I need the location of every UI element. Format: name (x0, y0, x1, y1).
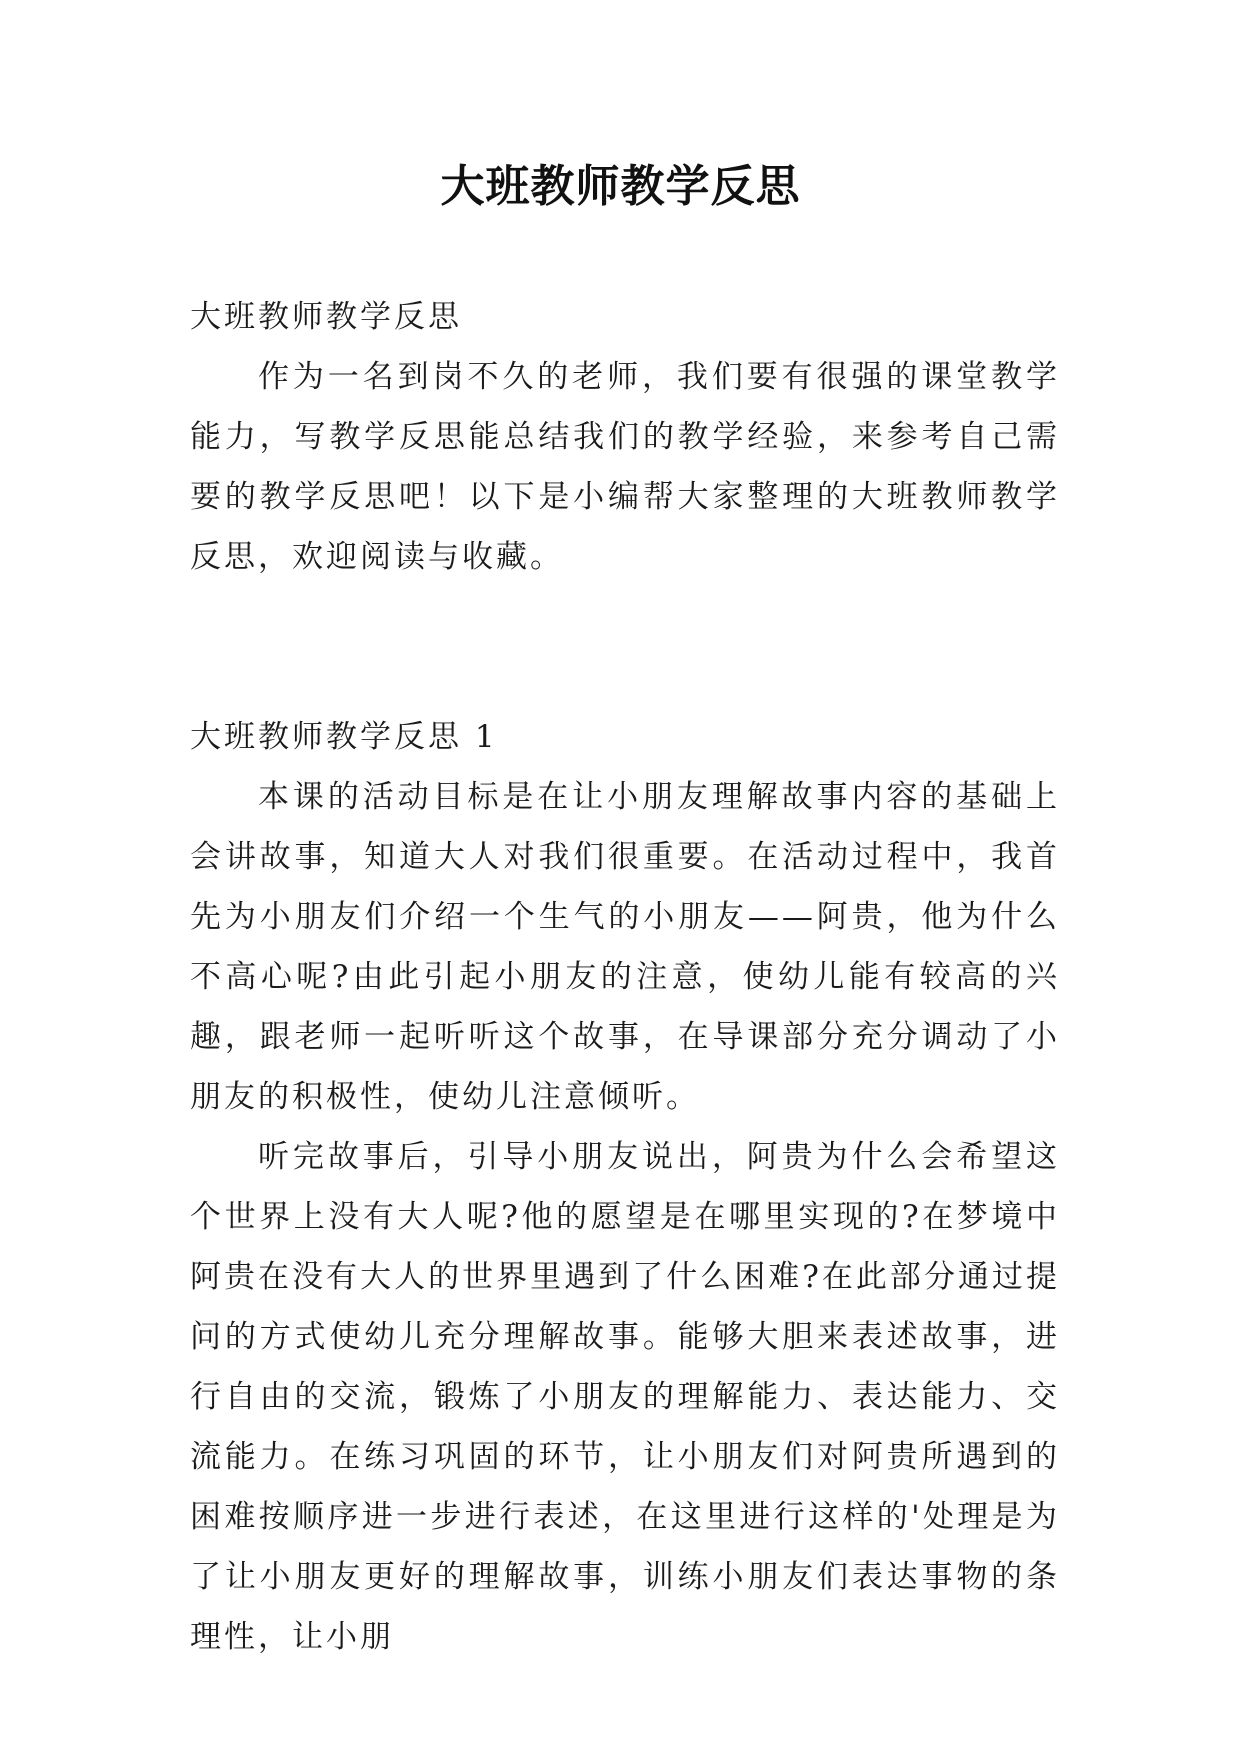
document-body (190, 287, 1060, 1667)
section-paragraph: 听完故事后，引导小朋友说出，阿贵为什么会希望这个世界上没有大人呢?他的愿望是在哪里实现的?在梦境中阿贵在没有大人的世界里遇到了什么困难?在此部分通过提问的方式使幼儿充分理解故事。能够大胆来表述故事，进行自由的交流，锻炼了小朋友的理解能力、表达能力、交流能力。在练习巩固的环节，让小朋友们对阿贵所遇到的困难按顺序进一步进行表述，在这里进行这样的'处理是为了让小朋友更好的理解故事，训练小朋友们表达事物的条理性，让小朋 (190, 1139, 1060, 1655)
document-title: 大班教师教学反思 (440, 161, 801, 212)
section-paragraph: 本课的活动目标是在让小朋友理解故事内容的基础上会讲故事，知道大人对我们很重要。在活动过程中，我首先为小朋友们介绍一个生气的小朋友——阿贵，他为什么不高心呢?由此引起小朋友的注意，使幼儿能有较高的兴趣，跟老师一起听听这个故事，在导课部分充分调动了小朋友的积极性，使幼儿注意倾听。 (190, 779, 1060, 1115)
intro-paragraph: 作为一名到岗不久的老师，我们要有很强的课堂教学能力，写教学反思能总结我们的教学经验，来参考自己需要的教学反思吧！以下是小编帮大家整理的大班教师教学反思，欢迎阅读与收藏。 (190, 359, 1060, 575)
section-heading: 大班教师教学反思 1 (190, 719, 498, 755)
section-spacer (190, 587, 1060, 707)
intro-heading: 大班教师教学反思 (190, 299, 462, 335)
